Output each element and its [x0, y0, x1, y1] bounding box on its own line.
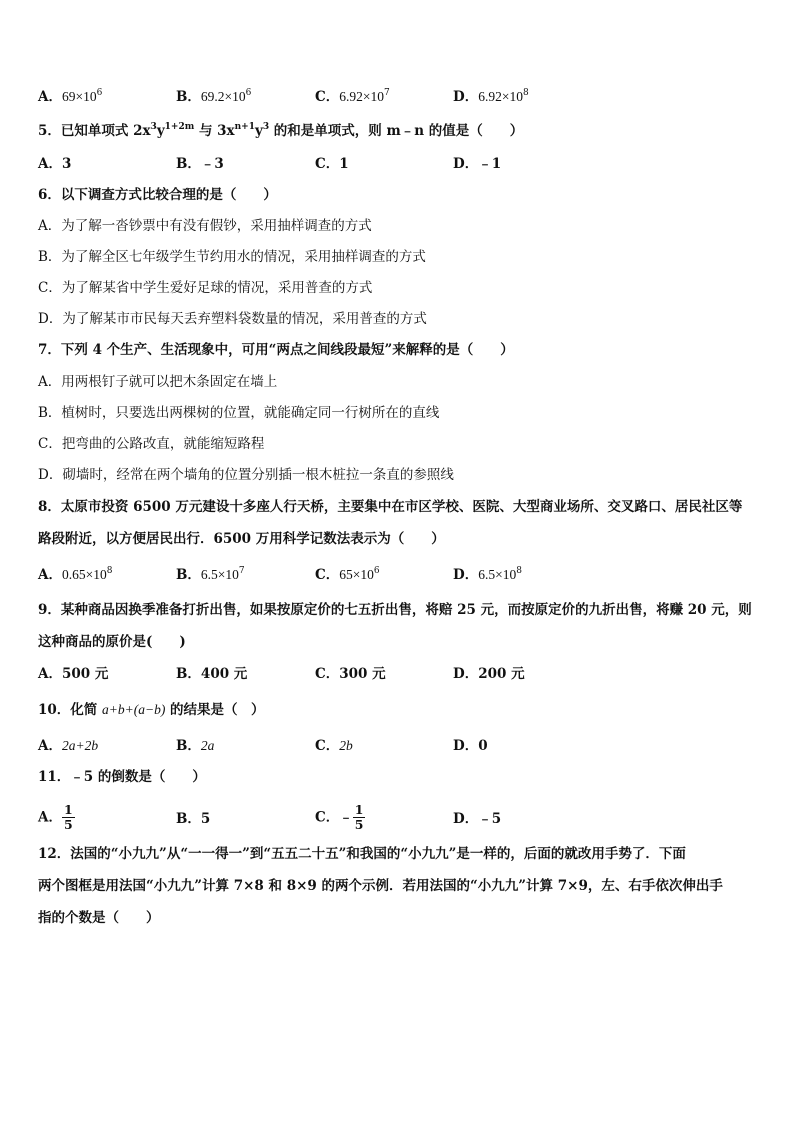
q7-option-c: C．把弯曲的公路改直，就能缩短路程 — [38, 436, 265, 452]
q7-option-a: A．用两根钉子就可以把木条固定在墙上 — [38, 374, 278, 390]
q6-option-a: A．为了解一沓钞票中有没有假钞，采用抽样调查的方式 — [38, 218, 372, 234]
q7-stem: 7．下列 4 个生产、生活现象中，可用“两点之间线段最短”来解释的是（ ） — [38, 342, 514, 358]
q8-option-b: B．$6.5\times 10^7$ — [176, 566, 245, 583]
q6-option-b: B．为了解全区七年级学生节约用水的情况，采用抽样调查的方式 — [38, 249, 426, 265]
q10-option-c: C．2b — [315, 738, 353, 754]
q7-option-b: B．植树时，只要选出两棵树的位置，就能确定同一行树所在的直线 — [38, 405, 440, 421]
q8-option-d: D．$6.5\times 10^8$ — [453, 566, 522, 583]
q11-option-a: A． $\frac{1}{5}$ — [38, 802, 73, 832]
q8-stem-line1: 8．太原市投资 6500 万元建设十多座人行天桥，主要集中在市区学校、医院、大型商业场所、交叉路口、居民社区等 — [38, 499, 743, 515]
q6-option-c: C．为了解某省中学生爱好足球的情况，采用普查的方式 — [38, 280, 373, 296]
q9-stem-line1: 9．某种商品因换季准备打折出售，如果按原定价的七五折出售，将赔 25 元，而按原定价的九折出售，将赚 20 元，则 — [38, 602, 752, 618]
q12-stem-line2: 两个图框是用法国“小九九”计算 7×8 和 8×9 的两个示例．若用法国的“小九九”计算 7×9，左、右手依次伸出手 — [38, 878, 723, 894]
q9-stem-line2: 这种商品的原价是( ) — [38, 634, 186, 650]
q10-option-a: A．2a+2b — [38, 738, 99, 754]
q9-option-a: A．500 元 — [38, 666, 109, 682]
q4-option-c: C．$6.92\times 10^7$ — [315, 88, 390, 105]
q12-stem-line3: 指的个数是（ ） — [38, 910, 160, 926]
q5-option-c: C．1 — [315, 156, 349, 172]
q8-stem-line2: 路段附近，以方便居民出行．6500 万用科学记数法表示为（ ） — [38, 531, 445, 547]
q10-option-b: B．2a — [176, 738, 215, 754]
q10-option-d: D．0 — [453, 738, 488, 754]
q9-option-d: D．200 元 — [453, 666, 525, 682]
q5-option-d: D．﹣1 — [453, 156, 502, 172]
q4-option-b: B．$69.2\times 10^6$ — [176, 88, 252, 105]
q10-stem: 10．化简 a+b+(a−b) 的结果是（ ） — [38, 702, 265, 718]
q4-option-d: D．$6.92\times 10^8$ — [453, 88, 529, 105]
q11-option-c: C．﹣ $\frac{1}{5}$ — [315, 802, 364, 832]
q11-option-d: D．﹣5 — [453, 811, 502, 827]
q5-option-a: A．3 — [38, 156, 72, 172]
q8-option-a: A．$0.65\times 10^8$ — [38, 566, 113, 583]
q12-stem-line1: 12．法国的“小九九”从“一一得一”到“五五二十五”和我国的“小九九”是一样的，后面的就改用手势了．下面 — [38, 846, 686, 862]
q9-option-c: C．300 元 — [315, 666, 386, 682]
q6-stem: 6．以下调查方式比较合理的是（ ） — [38, 187, 277, 203]
q6-option-d: D．为了解某市市民每天丢弃塑料袋数量的情况，采用普查的方式 — [38, 311, 427, 327]
q4-option-a: A．$69\times 10^6$ — [38, 88, 103, 105]
q5-stem: 5．已知单项式 $2x^3y^{1+2m}$ 与 $3x^{n+1}y^3$ 的和是单项式，则 m﹣n 的值是（ ） — [38, 122, 524, 139]
q11-stem: 11．﹣5 的倒数是（ ） — [38, 769, 206, 785]
q7-option-d: D．砌墙时，经常在两个墙角的位置分别插一根木桩拉一条直的参照线 — [38, 467, 454, 483]
q11-option-b: B．5 — [176, 811, 211, 827]
q5-option-b: B．﹣3 — [176, 156, 224, 172]
q9-option-b: B．400 元 — [176, 666, 248, 682]
q8-option-c: C．$65\times 10^6$ — [315, 566, 380, 583]
